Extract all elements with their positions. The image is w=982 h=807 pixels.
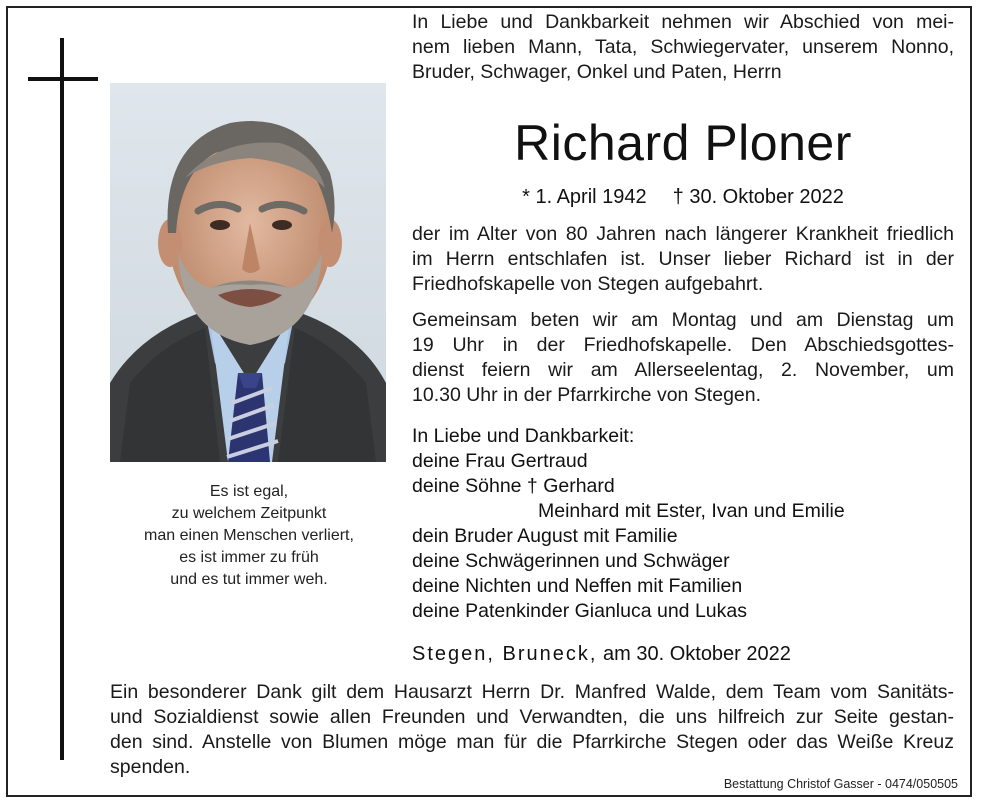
quote-line: man einen Menschen verliert,	[144, 527, 354, 544]
birth-date: * 1. April 1942	[522, 186, 647, 208]
intro-paragraph	[412, 10, 954, 85]
mourner-entry: deine Patenkinder Gianluca und Lukas	[412, 600, 747, 622]
life-dates	[412, 183, 954, 211]
service-line: Gemeinsam beten wir am Montag und am Dienstag um	[412, 309, 954, 331]
thanks-line: und Sozialdienst sowie allen Freunden und Verwandten, die uns hilfreich zur Seite gestan-	[110, 706, 954, 728]
passing-line: der im Alter von 80 Jahren nach längerer Krankheit friedlich	[412, 223, 954, 245]
thanks-line: den sind. Anstelle von Blumen möge man für die Pfarrkirche Stegen oder das Weiße Kreuz	[110, 731, 954, 753]
quote-line: es ist immer zu früh	[179, 549, 319, 566]
intro-line: nem lieben Mann, Tata, Schwiegervater, unserem Nonno,	[412, 36, 954, 58]
cross-vertical-bar	[60, 38, 64, 760]
portrait-illustration	[110, 83, 386, 462]
funeral-home-credit: Bestattung Christof Gasser - 0474/050505	[723, 777, 958, 791]
place-name: Stegen, Bruneck,	[412, 643, 598, 665]
notice-date: am 30. Oktober 2022	[603, 643, 791, 665]
passing-line: im Herrn entschlafen ist. Unser lieber Richard ist in der	[412, 248, 954, 270]
intro-line: Bruder, Schwager, Onkel und Paten, Herrn	[412, 61, 782, 83]
cross-horizontal-bar	[28, 77, 98, 81]
quote-line: und es tut immer weh.	[170, 571, 328, 588]
thanks-line: spenden.	[110, 756, 191, 778]
place-and-date	[412, 641, 954, 667]
intro-line: In Liebe und Dankbarkeit nehmen wir Abschied von mei-	[412, 11, 954, 33]
service-line: 10.30 Uhr in der Pfarrkirche von Stegen.	[412, 384, 762, 406]
deceased-name: Richard Ploner	[514, 115, 852, 171]
thanks-line: Ein besonderer Dank gilt dem Hausarzt Herrn Dr. Manfred Walde, dem Team vom Sanitäts-	[110, 681, 954, 703]
mourner-entry: deine Schwägerinnen und Schwäger	[412, 550, 730, 572]
mourner-entry: Meinhard mit Ester, Ivan und Emilie	[538, 500, 845, 522]
mourners-list	[412, 424, 954, 624]
memorial-quote	[110, 481, 388, 591]
mourner-entry: deine Frau Gertraud	[412, 450, 588, 472]
passing-paragraph	[412, 222, 954, 297]
mourner-entry: deine Nichten und Neffen mit Familien	[412, 575, 743, 597]
thanks-paragraph	[110, 680, 954, 780]
service-paragraph	[412, 308, 954, 408]
quote-line: zu welchem Zeitpunkt	[171, 505, 327, 522]
mourner-entry: deine Söhne † Gerhard	[412, 475, 615, 497]
mourners-heading: In Liebe und Dankbarkeit:	[412, 425, 635, 447]
service-line: 19 Uhr in der Friedhofskapelle. Den Abschiedsgottes-	[412, 334, 954, 356]
quote-line: Es ist egal,	[209, 483, 289, 500]
mourner-entry: dein Bruder August mit Familie	[412, 525, 678, 547]
death-date: † 30. Oktober 2022	[672, 186, 844, 208]
portrait-photo	[110, 83, 386, 462]
passing-line: Friedhofskapelle von Stegen aufgebahrt.	[412, 273, 764, 295]
service-line: dienst feiern wir am Allerseelentag, 2. November, um	[412, 359, 954, 381]
